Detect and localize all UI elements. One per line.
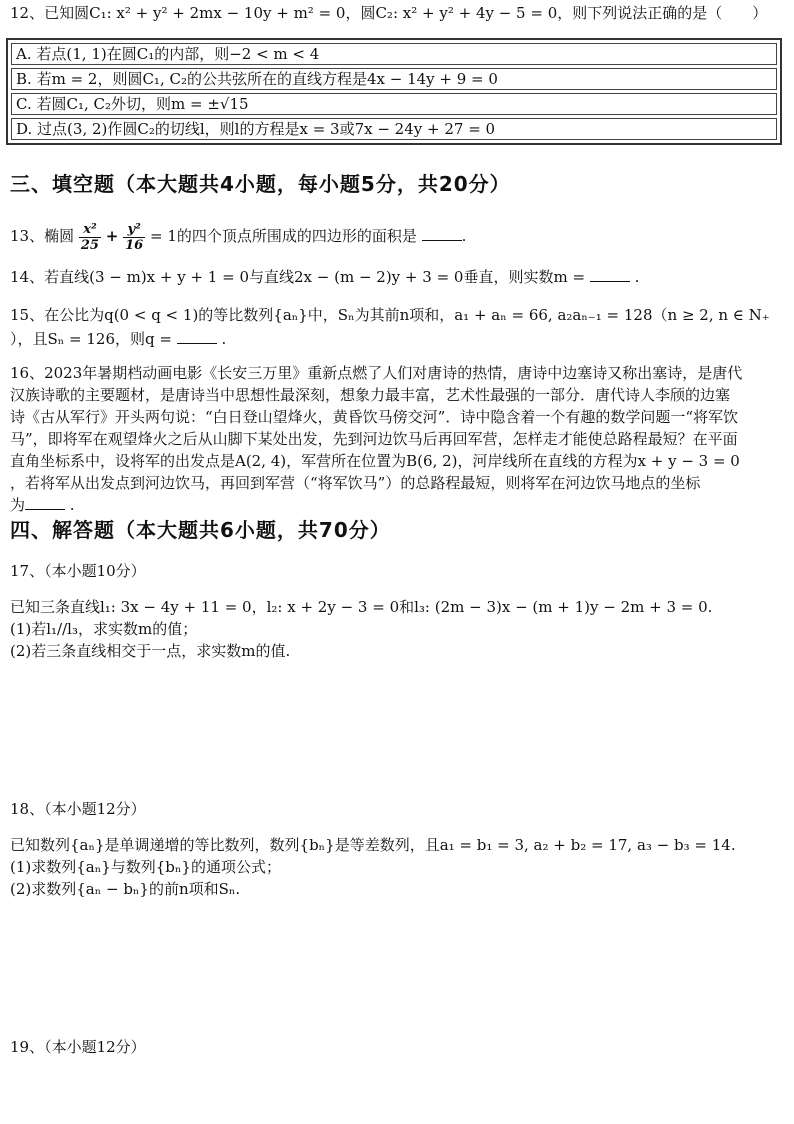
q12-stem-line (10, 2, 767, 24)
q13-fraction-x (79, 222, 101, 253)
q18-sub2: (2)求数列{aₙ − bₙ}的前n项和Sₙ. (10, 880, 241, 898)
option-text: 过点(3, 2)作圆C₂的切线l，则l的方程是x = 3或7x − 24y + 27 = 0 (37, 120, 496, 138)
q12-option-d[interactable] (11, 118, 777, 140)
q17-sub2: (2)若三条直线相交于一点，求实数m的值. (10, 642, 291, 660)
q15-line2: ），且Sₙ = 126，则q = (10, 330, 172, 348)
q15-answer-blank[interactable] (177, 329, 217, 344)
option-text: 若圆C₁, C₂外切，则m = ±√15 (36, 95, 249, 113)
q12-number: 12、 (10, 4, 45, 22)
q15-line2-wrap (10, 328, 226, 350)
section4-heading: 四、解答题（本大题共6小题，共70分） (10, 518, 391, 542)
q13-prefix: 椭圆 (44, 227, 75, 245)
q12-options-table (6, 38, 782, 145)
q14-text: 若直线(3 − m)x + y + 1 = 0与直线2x − (m − 2)y + 3 = 0垂直，则实数m = (44, 268, 586, 286)
q16-last-line (10, 494, 75, 516)
section3-heading: 三、填空题（本大题共4小题，每小题5分，共20分） (10, 172, 511, 196)
option-label: C. (16, 95, 32, 113)
q13-suffix: = 1的四个顶点所围成的四边形的面积是 (150, 227, 417, 245)
q16-line: 直角坐标系中，设将军的出发点是A(2, 4)，军营所在位置为B(6, 2)，河岸线所在直线的方程为x + y − 3 = 0 (10, 452, 740, 470)
q18-sub1: (1)求数列{aₙ}与数列{bₙ}的通项公式； (10, 858, 281, 876)
option-label: B. (16, 70, 32, 88)
fraction-numerator: x² (79, 222, 101, 238)
q12-option-a[interactable] (11, 43, 777, 65)
option-text: 若点(1, 1)在圆C₁的内部，则−2 < m < 4 (36, 45, 320, 63)
q13-plus: + (105, 227, 119, 245)
q12-stem: 已知圆C₁: x² + y² + 2mx − 10y + m² = 0，圆C₂: x² + y² + 4y − 5 = 0，则下列说法正确的是（ ） (44, 4, 768, 22)
q19-header: 19、（本小题12分） (10, 1038, 146, 1056)
q14-answer-blank[interactable] (590, 267, 630, 282)
q16-line: 诗《古从军行》开头两句说：“白日登山望烽火，黄昏饮马傍交河”．诗中隐含着一个有趣的数学问题一“将军饮 (10, 408, 739, 426)
q12-option-row (11, 93, 777, 115)
q18-stem: 已知数列{aₙ}是单调递增的等比数列，数列{bₙ}是等差数列，且a₁ = b₁ = 3, a₂ + b₂ = 17, a₃ − b₃ = 14. (10, 836, 736, 854)
q15-line1: 15、在公比为q(0 < q < 1)的等比数列{aₙ}中，Sₙ为其前n项和，a₁ + aₙ = 66, a₂aₙ₋₁ = 128（n ≥ 2, n ∈ N₊ (10, 306, 770, 324)
q14-line (10, 266, 639, 288)
q16-line: 马”，即将军在观望烽火之后从山脚下某处出发，先到河边饮马后再回军营，怎样走才能使总路程最短？在平面 (10, 430, 738, 448)
option-label: A. (16, 45, 32, 63)
q13-line (10, 214, 466, 258)
q17-stem: 已知三条直线l₁: 3x − 4y + 11 = 0，l₂: x + 2y − 3 = 0和l₃: (2m − 3)x − (m + 1)y − 2m + 3 = 0. (10, 598, 713, 616)
option-label: D. (16, 120, 33, 138)
q16-answer-blank[interactable] (25, 495, 65, 510)
q18-header: 18、（本小题12分） (10, 800, 146, 818)
q13-end: . (461, 227, 467, 245)
q12-option-row (11, 118, 777, 140)
q16-line: ，若将军从出发点到河边饮马，再回到军营（“将军饮马”）的总路程最短，则将军在河边饮马地点的坐标 (10, 474, 701, 492)
q12-option-row (11, 68, 777, 90)
q15-end: . (221, 330, 227, 348)
fraction-denominator: 16 (125, 237, 144, 253)
fraction-numerator: y² (123, 222, 145, 238)
q12-option-b[interactable] (11, 68, 777, 90)
q14-end: . (634, 268, 640, 286)
q17-sub1: (1)若l₁//l₃，求实数m的值； (10, 620, 198, 638)
q16-line: 汉族诗歌的主要题材，是唐诗当中思想性最深刻，想象力最丰富，艺术性最强的一部分．唐代诗人李颀的边塞 (10, 386, 731, 404)
q16-last: 为 (10, 496, 26, 514)
fraction-denominator: 25 (80, 237, 99, 253)
q12-option-row (11, 43, 777, 65)
q13-number: 13、 (10, 227, 45, 245)
q13-fraction-y (123, 222, 145, 253)
q17-header: 17、（本小题10分） (10, 562, 146, 580)
option-text: 若m = 2，则圆C₁, C₂的公共弦所在的直线方程是4x − 14y + 9 = 0 (36, 70, 498, 88)
q13-answer-blank[interactable] (422, 226, 462, 241)
q16-end: . (69, 496, 75, 514)
q14-number: 14、 (10, 268, 45, 286)
q12-option-c[interactable] (11, 93, 777, 115)
q16-line: 16、2023年暑期档动画电影《长安三万里》重新点燃了人们对唐诗的热情，唐诗中边塞诗又称出塞诗，是唐代 (10, 364, 743, 382)
